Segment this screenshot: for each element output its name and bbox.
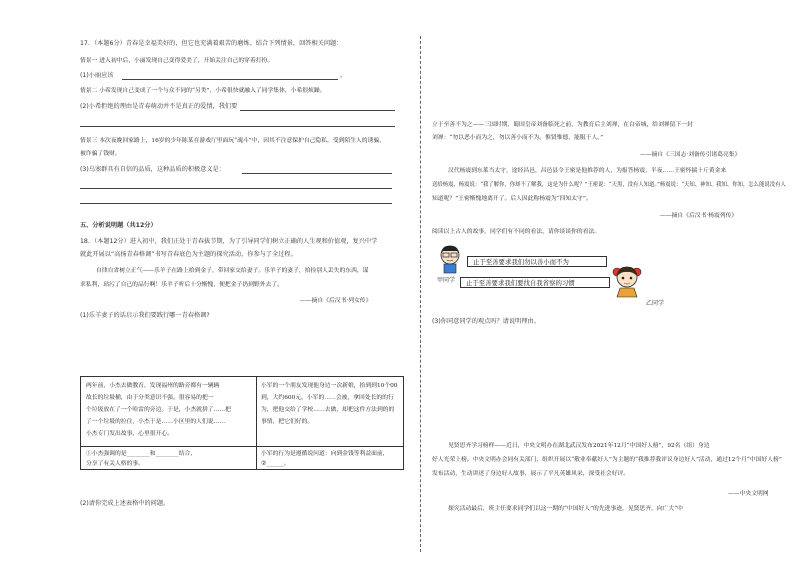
table-right-line: 为，把他交给了学校……去做，却把这件方法到的的 xyxy=(261,407,395,413)
q18-sub2: (2)请你完成上述表格中的问题。 xyxy=(80,500,170,507)
story-line-2: 求私利，玷污了自己的品行啊！乐羊子听后十分惭愧，便把金子扔到野外去了。 xyxy=(80,282,283,288)
speech-b-text: 止于至善要求我们要找自我省察的习惯 xyxy=(466,279,575,287)
news-line-b: 好人光荣上榜。中央文明办会同有关部门，组织开展以“敬业奉献好人”为主题的“我推荐我评议身边好人”活动，通过12个月“中国好人榜” xyxy=(432,457,782,463)
table-bottom-right-b: ②______。 xyxy=(261,461,290,467)
table-left-line: 两年前，小杰去做教育，发现福州的路旁都有一辆辆 xyxy=(86,383,220,389)
q17-scene2: 情景二 小希发现自己变成了一个与众不同的“另类”，小希很快就融入了同学集体，小希很烦躁。 xyxy=(80,88,326,94)
source-2: ——摘自《后汉书·杨震列传》 xyxy=(660,213,738,219)
table-left-cell xyxy=(81,377,257,469)
story-yangzhen-c: 知道呢？”王密惭愧地离开了。后人因此称杨震为“四知太守”。 xyxy=(432,196,592,202)
answer-line-p2b[interactable] xyxy=(80,126,395,127)
q18-stem-a: 18．（本题12分）进入初中，我们正处于青春拔节期，为了引导同学们树立正确的人生观和价值观，复兴中学 xyxy=(80,238,378,245)
table-right-line: 到，大约600元。小军的……会被，拿回处长的的行 xyxy=(261,395,394,401)
answer-line-p2a[interactable] xyxy=(240,110,395,111)
q17-scene3a: 情景三 本次夜晚回家路上，16岁的少年陈某在游戏厅里面玩“魂斗”中，因其不注意保护自己隐私，受到陌生人的诱骗， xyxy=(80,138,385,144)
table-divider xyxy=(81,446,403,447)
story-yangzhen-b: 送给杨震，杨震说：“我了解你，你却不了解我，这是为什么呢？”王密说：“天黑，没有人知道。”杨震说：“天知、神知、我知、你知，怎么能说没有人 xyxy=(432,182,786,188)
story-line-1: 自律自省树立正气——乐羊子在路上拾到金子，带回家交给妻子。乐羊子的妻子，拾捡别人丢失的东西，谋 xyxy=(96,268,369,274)
answer-line-p1[interactable] xyxy=(122,79,338,80)
boy-student-icon xyxy=(437,244,463,274)
table-left-line: 了一个垃圾的拉住，小杰于是……小区里的人们说…… xyxy=(86,419,226,425)
q17-stem: 17．（本题6分）青春是幸福美好的，但它也充满着艰苦的磨炼。结合下列情景，回答相关问题： xyxy=(80,40,343,47)
speech-bubble-b xyxy=(460,277,610,288)
column-separator xyxy=(420,36,421,552)
q18-sub1: (1)乐羊妻子的话启示我们要践行哪一青春格调? xyxy=(80,312,210,319)
story-liubei-a: 立于至善不为之——三国时期，蜀国皇帝刘备临死之前，为教育后主刘禅，在白帝城，给刘禅留下一封 xyxy=(432,122,693,128)
section-5-header: 五、分析说明题（共12分） xyxy=(80,222,157,229)
story-liubei-b: 刘禅：“勿以恶小而为之，勿以善小而不为。惟贤惟德，能服于人。” xyxy=(432,135,604,141)
answer-line-p3a[interactable] xyxy=(242,173,392,174)
story-source: ——摘自《后汉书·列女传》 xyxy=(300,298,372,304)
source-1: ——摘自《三国志·刘备传引诸葛亮集》 xyxy=(640,152,741,158)
news-line-c: 发布活动，生动讲述了身边好人故事，展示了平凡英雄风采，深受社会好评。 xyxy=(432,471,630,477)
case-table xyxy=(80,376,404,470)
table-left-line: 小杰专门发出故事，心里很开心。 xyxy=(86,431,173,437)
speech-a-text: 止于至善要求我们勿以善小而不为 xyxy=(473,258,569,266)
table-right-line: 小军的一个朋友发现他身边一次新娘，拾到到10个00 xyxy=(261,383,398,389)
table-right-line: 事情，把它们好的。 xyxy=(261,419,314,425)
table-bottom-left-b: 分享了有关人格的事。 xyxy=(86,461,144,467)
girl-student-icon xyxy=(612,264,642,298)
q18-sub3: (3)你同意同学的观点吗？请说明理由。 xyxy=(432,318,540,325)
q17-p2: (2)小希拒绝的理由是青春萌动并不是真正的爱情，我们要 xyxy=(80,103,238,110)
answer-line-p3b[interactable] xyxy=(80,188,392,189)
table-bottom-right-a: 小军的行为是遵循说问道：向到金钱等利益面前， xyxy=(261,451,389,457)
student-b-label: 乙同学 xyxy=(646,300,665,307)
discussion-intro: 阅读以上古人的故事，同学们有不同的看法，请你谈谈你的看法。 xyxy=(432,229,601,235)
story-yangzhen-a: 汉代杨震到东莱当太守，途经昌邑，昌邑县令王密是他推荐的人，为报答杨震，半夜……王密怀揣十斤黄金来 xyxy=(448,168,727,174)
student-a-label: 甲同学 xyxy=(437,277,456,284)
answer-line-p3c[interactable] xyxy=(80,203,392,204)
q17-scene3b: 被诈骗了钱财。 xyxy=(80,151,121,157)
q17-p1: (1)小丽应该 xyxy=(80,72,114,79)
q17-scene1: 情景一 进入初中后，小丽发现自己变得爱美了，开始关注自己的穿着打扮。 xyxy=(80,58,274,64)
news-line-a: 见贤思齐学习榜样——近日，中央文明办在湖北武汉发布2021年12月“中国好人榜”，92名（组）身边 xyxy=(448,443,710,449)
source-3: ——中央文明网 xyxy=(728,491,769,497)
final-activity-line: 探究活动最后，班主任要求同学们以这一期的“中国好人”的先进事迹，见贤思齐，向广大“中 xyxy=(448,506,683,512)
q17-p1-end: 。 xyxy=(340,72,347,79)
q18-stem-b: 就此开展以“高扬青春格调”书写青春底色为主题的探究活动，你参与了全过程。 xyxy=(80,251,297,258)
table-left-line: 个垃圾放在了一个哈雷的旁边。于是，小杰就拼了……把 xyxy=(86,407,231,413)
speech-bubble-a xyxy=(467,256,607,267)
table-bottom-left-a: ①小杰强调的是________和________结合， xyxy=(86,451,197,457)
table-left-line: 故长的垃圾桶，由于分类意识不强，很容易的把一 xyxy=(86,395,214,401)
q17-p3: (3)乌塞群具有自信的品质，这种品质的积极意义是： xyxy=(80,166,225,173)
